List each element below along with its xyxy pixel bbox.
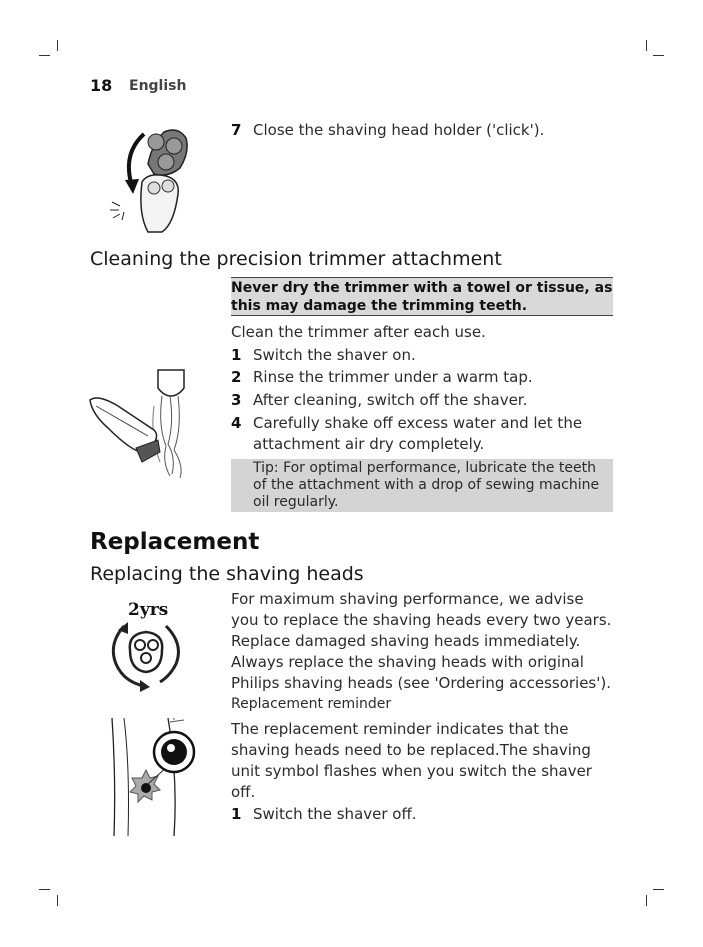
replacement-reminder-text: The replacement reminder indicates that the shaving heads need to be replaced.The shaving unit symbol flashes when you switch the shaver off. (231, 720, 592, 801)
crop-mark-bottom-left-v (57, 895, 58, 906)
cleaning-step-2 (231, 367, 621, 388)
step-number: 1 (231, 346, 242, 364)
crop-mark-top-left-v (57, 40, 58, 51)
step-number: 4 (231, 414, 242, 432)
crop-mark-bottom-right-v (646, 895, 647, 906)
step-number: 1 (231, 805, 242, 823)
warning-box: Never dry the trimmer with a towel or tissue, as this may damage the trimming teeth. (231, 277, 613, 316)
close-holder-illustration (108, 124, 192, 236)
crop-mark-bottom-left-h (39, 889, 50, 890)
crop-mark-top-right-v (646, 40, 647, 51)
cleaning-trimmer-heading: Cleaning the precision trimmer attachment (90, 248, 502, 270)
cleaning-step-3 (231, 390, 621, 411)
replacing-heads-heading: Replacing the shaving heads (90, 563, 364, 585)
step-7 (231, 120, 621, 141)
step-text: Switch the shaver on. (253, 346, 416, 364)
crop-mark-bottom-right-h (653, 889, 664, 890)
two-years-label: 2yrs (128, 600, 169, 620)
page-language: English (129, 78, 187, 94)
step-number: 3 (231, 391, 242, 409)
two-years-icon (104, 600, 188, 692)
step-text: Switch the shaver off. (253, 805, 417, 823)
step-number: 2 (231, 368, 242, 386)
page-number: 18 (90, 76, 113, 95)
replacement-heading: Replacement (90, 529, 260, 555)
rinse-trimmer-illustration (88, 366, 196, 480)
step-text: Close the shaving head holder ('click'). (253, 121, 545, 139)
replacement-reminder-heading: Replacement reminder (231, 696, 392, 712)
step-text: Rinse the trimmer under a warm tap. (253, 368, 533, 386)
tip-box: Tip: For optimal performance, lubricate the teeth of the attachment with a drop of sewing machine oil regularly. (231, 459, 613, 512)
replacement-step-1 (231, 804, 621, 825)
cleaning-step-4 (231, 413, 621, 455)
crop-mark-top-left-h (39, 55, 50, 56)
replacement-paragraph: For maximum shaving performance, we advise you to replace the shaving heads every two years. Replace damaged shaving heads immediately. Always replace the shaving heads with original Philips shaving heads (see 'Ordering accessories'). (231, 590, 612, 692)
step-text: After cleaning, switch off the shaver. (253, 391, 528, 409)
cleaning-step-1 (231, 345, 621, 366)
step-number: 7 (231, 121, 242, 139)
cleaning-intro: Clean the trimmer after each use. (231, 323, 486, 341)
crop-mark-top-right-h (653, 55, 664, 56)
step-text: Carefully shake off excess water and let the attachment air dry completely. (253, 414, 583, 453)
replacement-reminder-illustration (108, 718, 196, 836)
